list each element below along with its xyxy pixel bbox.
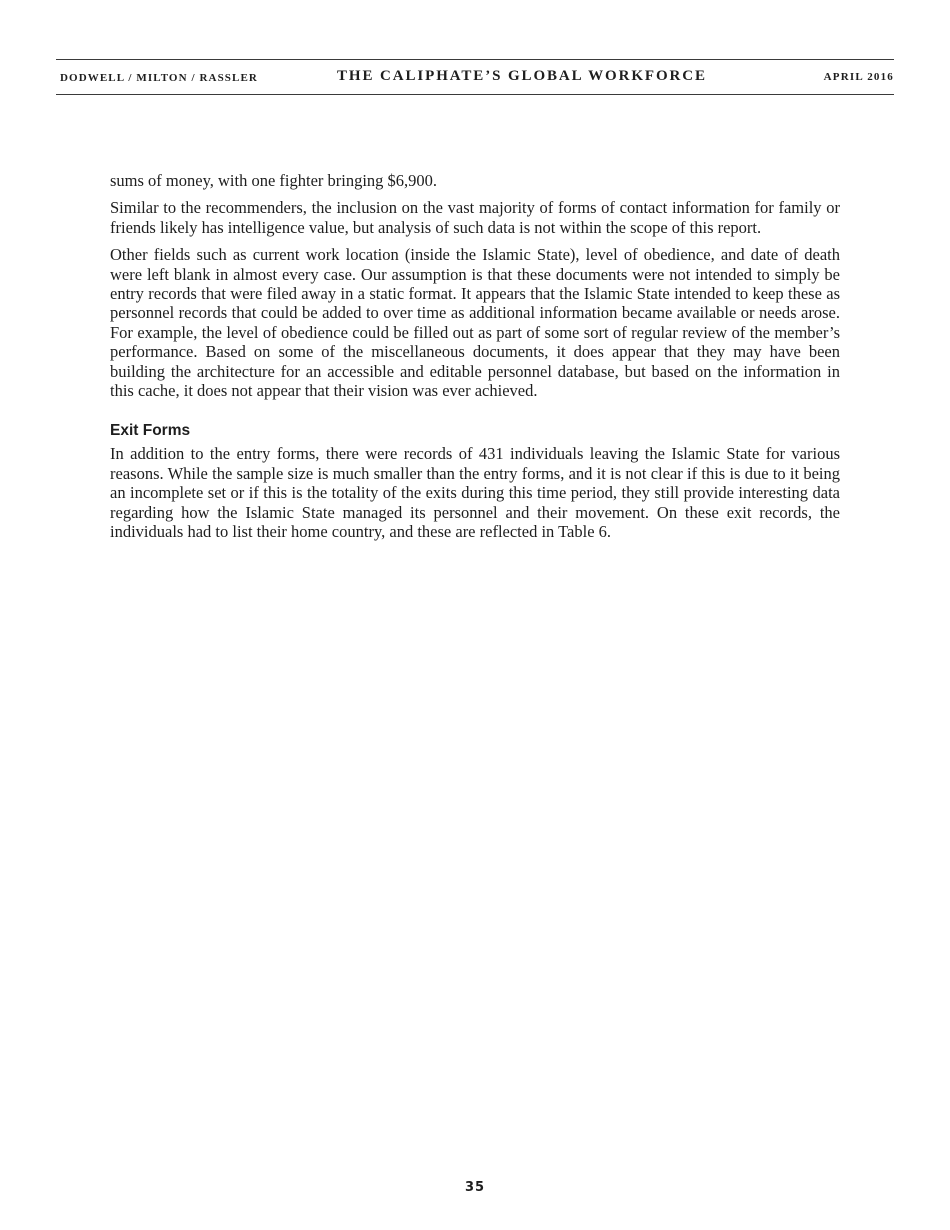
paragraph: Similar to the recommenders, the inclusion on the vast majority of forms of contact information for family or friends likely has intelligence value, but analysis of such data is not within the scope of this report.: [110, 198, 840, 237]
paragraph: Other fields such as current work location (inside the Islamic State), level of obedience, and date of death were left blank in almost every case. Our assumption is that these documents were not intended to simply be entry records that were filed away in a static format. It appears that the Islamic State intended to keep these as personnel records that could be added to over time as additional information became available or needs arose. For example, the level of obedience could be filled out as part of some sort of regular review of the member’s performance. Based on some of the miscellaneous documents, it does appear that they may have been building the architecture for an accessible and editable personnel database, but based on the information in this cache, it does not appear that their vision was ever achieved.: [110, 245, 840, 401]
section-heading: Exit Forms: [110, 422, 191, 440]
paragraph: In addition to the entry forms, there were records of 431 individuals leaving the Islamic State for various reasons. While the sample size is much smaller than the entry forms, and it is not clear if this is due to it being an incomplete set or if this is the totality of the exits during this time period, they still provide interesting data regarding how the Islamic State managed its personnel and their movement. On these exit records, the individuals had to list their home country, and these are reflected in Table 6.: [110, 444, 840, 542]
header-authors: DODWELL / MILTON / RASSLER: [60, 72, 258, 84]
header-date: APRIL 2016: [823, 71, 894, 83]
page-number: 35: [464, 1180, 486, 1195]
running-header: [56, 59, 894, 95]
paragraph: sums of money, with one fighter bringing $6,900.: [110, 171, 438, 190]
header-title: THE CALIPHATE’S GLOBAL WORKFORCE: [337, 68, 707, 84]
body-text: [110, 171, 840, 550]
